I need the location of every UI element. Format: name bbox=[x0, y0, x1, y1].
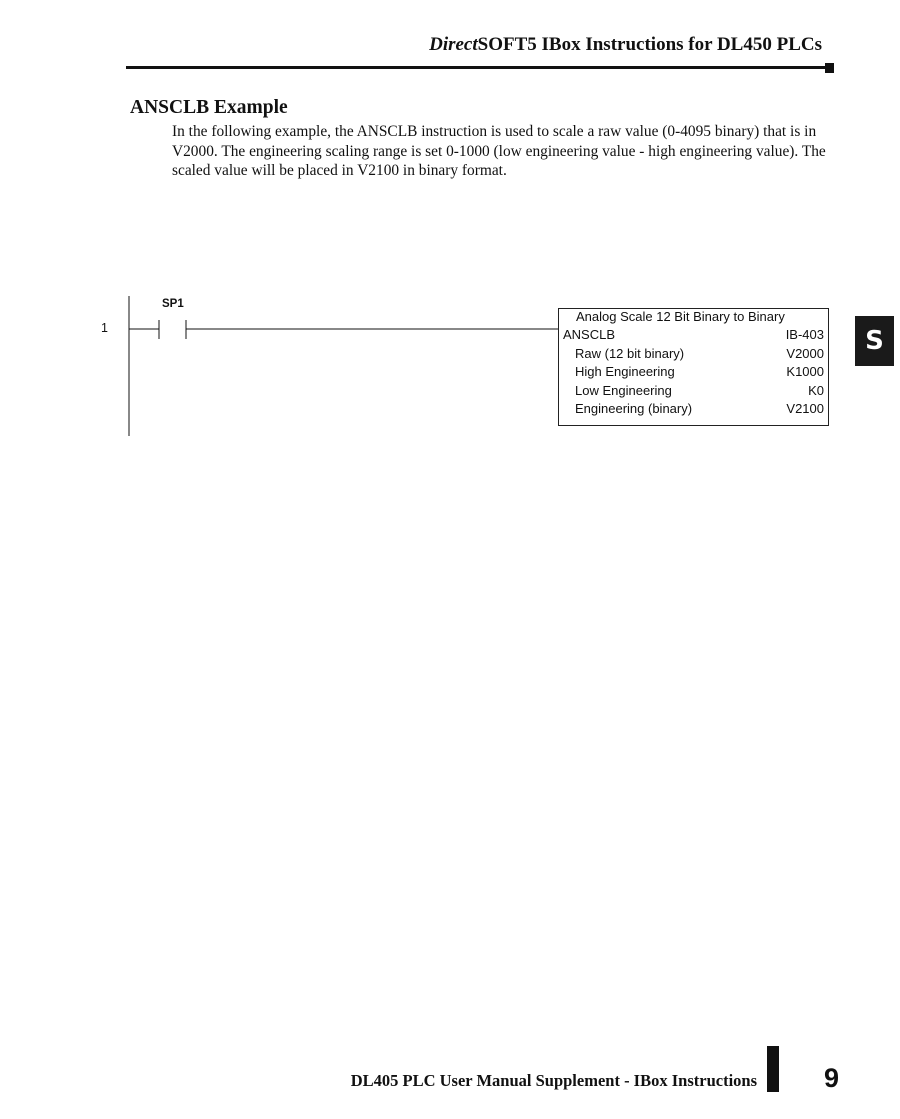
ibox-param-label: Engineering (binary) bbox=[575, 401, 693, 416]
ibox-param-value: K1000 bbox=[786, 364, 824, 379]
section-body: In the following example, the ANSCLB instruction is used to scale a raw value (0-4095 binary) that is in V2000. The engineering scaling range is set 0-1000 (low engineering value - high engineering value). The scaled value will be placed in V2100 in binary format. bbox=[172, 123, 826, 180]
ibox-param-label: Raw (12 bit binary) bbox=[575, 345, 685, 361]
ibox-param-value: V2100 bbox=[786, 401, 824, 416]
page-number: 9 bbox=[824, 1063, 840, 1093]
contact-label: SP1 bbox=[162, 298, 184, 310]
footer-text: DL405 PLC User Manual Supplement - IBox Instructions bbox=[350, 1071, 757, 1090]
ibox-param-label: High Engineering bbox=[575, 364, 675, 379]
ibox-param-label: Low Engineering bbox=[575, 382, 672, 398]
ibox-header-row bbox=[563, 326, 824, 344]
ibox-param-row bbox=[563, 382, 824, 400]
ibox-param-value: K0 bbox=[808, 382, 824, 398]
ibox-instruction-box bbox=[558, 308, 829, 426]
rung-number: 1 bbox=[101, 321, 108, 335]
header-brand: Direct bbox=[429, 34, 478, 55]
ibox-param-row bbox=[563, 400, 824, 418]
ibox-title: Analog Scale 12 Bit Binary to Binary bbox=[576, 309, 785, 324]
ibox-param-row bbox=[563, 363, 824, 381]
footer-bar bbox=[767, 1046, 779, 1092]
ibox-param-value: V2000 bbox=[786, 345, 824, 361]
ibox-name: ANSCLB bbox=[563, 327, 616, 342]
header-title-text: SOFT5 IBox Instructions for DL450 PLCs bbox=[477, 34, 822, 55]
ibox-id: IB-403 bbox=[785, 327, 824, 342]
section-title: ANSCLB Example bbox=[130, 97, 288, 118]
side-tab-letter: S bbox=[865, 326, 884, 356]
ibox-param-row bbox=[563, 345, 824, 363]
